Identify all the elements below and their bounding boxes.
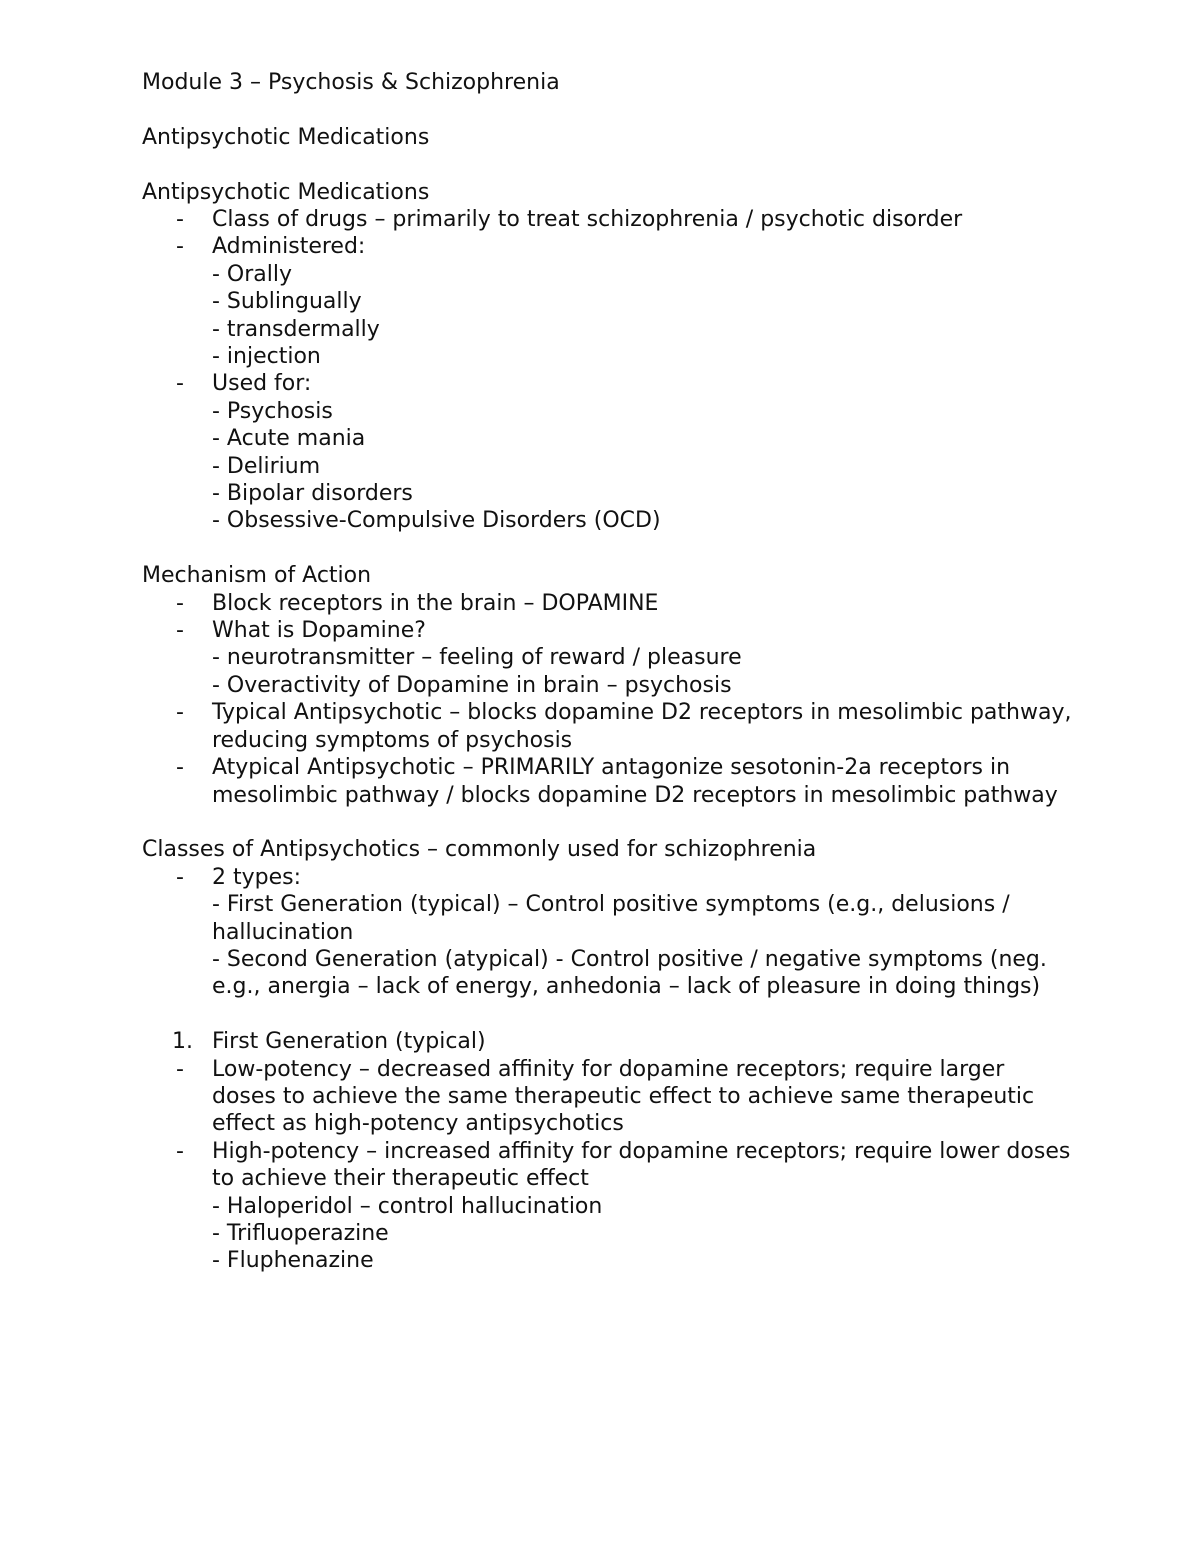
bullet-marker: -: [176, 700, 184, 726]
bullet-marker: -: [176, 864, 184, 890]
list-item: [142, 370, 1072, 397]
sub-item: - neurotransmitter – feeling of reward / pleasure: [212, 645, 742, 671]
numbered-item-text: First Generation (typical): [212, 1029, 486, 1055]
list-item: [142, 206, 1072, 233]
sub-item: - Orally: [212, 261, 293, 287]
sub-item: - Trifluoperazine: [212, 1220, 389, 1246]
list-item: [142, 699, 1072, 754]
section-heading: Classes of Antipsychotics – commonly used for schizophrenia: [142, 837, 817, 863]
sub-item: - transdermally: [212, 316, 380, 342]
document-title: Module 3 – Psychosis & Schizophrenia: [142, 70, 560, 95]
list-item: [142, 233, 1072, 260]
sub-item: - Acute mania: [212, 426, 366, 452]
list-item: [142, 754, 1072, 809]
sub-item: - Obsessive-Compulsive Disorders (OCD): [212, 508, 661, 534]
spacer: [142, 535, 1072, 562]
bullet-text: Typical Antipsychotic – blocks dopamine D2 receptors in mesolimbic pathway, reducing symptoms of psychosis: [212, 700, 1072, 753]
bullet-marker: -: [176, 207, 184, 232]
bullet-text: Block receptors in the brain – DOPAMINE: [212, 590, 659, 616]
sub-item: - Psychosis: [212, 398, 333, 424]
sub-item: - Bipolar disorders: [212, 481, 413, 507]
sub-item: - Second Generation (atypical) - Control positive / negative symptoms (neg. e.g., anergia – lack of energy, anhedonia – lack of pleasure in doing things): [212, 946, 1047, 1000]
sub-item: - Delirium: [212, 453, 321, 479]
spacer: [142, 151, 1072, 178]
numbered-item: [142, 1028, 1072, 1055]
list-item: [142, 590, 1072, 617]
spacer: [142, 96, 1072, 123]
bullet-marker: -: [176, 1138, 184, 1164]
list-item: [142, 1138, 1072, 1193]
sub-item: - First Generation (typical) – Control positive symptoms (e.g., delusions / hallucination: [212, 892, 1010, 945]
list-item: [142, 617, 1072, 644]
list-item: [142, 864, 1072, 891]
bullet-marker: -: [176, 618, 184, 644]
bullet-marker: -: [176, 234, 184, 260]
document-page: [142, 69, 1072, 1275]
bullet-text: Atypical Antipsychotic – PRIMARILY antagonize sesotonin-2a receptors in mesolimbic pathway / blocks dopamine D2 receptors in mesolimbic pathway: [212, 755, 1058, 808]
bullet-text: Administered:: [212, 234, 366, 260]
bullet-text: Used for:: [212, 371, 312, 397]
spacer: [142, 1001, 1072, 1028]
spacer: [142, 809, 1072, 836]
sub-item: - Sublingually: [212, 289, 362, 315]
sub-item: - Haloperidol – control hallucination: [212, 1193, 603, 1219]
sub-item: - Fluphenazine: [212, 1248, 374, 1274]
bullet-text: Low-potency – decreased affinity for dopamine receptors; require larger doses to achieve the same therapeutic effect to achieve same therapeutic effect as high-potency antipsychotics: [212, 1056, 1035, 1137]
bullet-marker: -: [176, 1056, 184, 1082]
bullet-marker: -: [176, 371, 184, 397]
list-number: 1.: [172, 1029, 193, 1055]
list-item: [142, 1056, 1072, 1138]
bullet-marker: -: [176, 590, 184, 616]
bullet-text: Class of drugs – primarily to treat schizophrenia / psychotic disorder: [212, 207, 963, 232]
sub-item: - Overactivity of Dopamine in brain – psychosis: [212, 672, 732, 698]
sub-item: - injection: [212, 344, 321, 370]
section-heading: Antipsychotic Medications: [142, 124, 430, 150]
bullet-text: 2 types:: [212, 864, 302, 890]
bullet-text: High-potency – increased affinity for dopamine receptors; require lower doses to achieve their therapeutic effect: [212, 1138, 1071, 1192]
bullet-marker: -: [176, 755, 184, 781]
section-heading: Antipsychotic Medications: [142, 179, 430, 205]
section-heading: Mechanism of Action: [142, 563, 372, 589]
bullet-text: What is Dopamine?: [212, 618, 426, 644]
